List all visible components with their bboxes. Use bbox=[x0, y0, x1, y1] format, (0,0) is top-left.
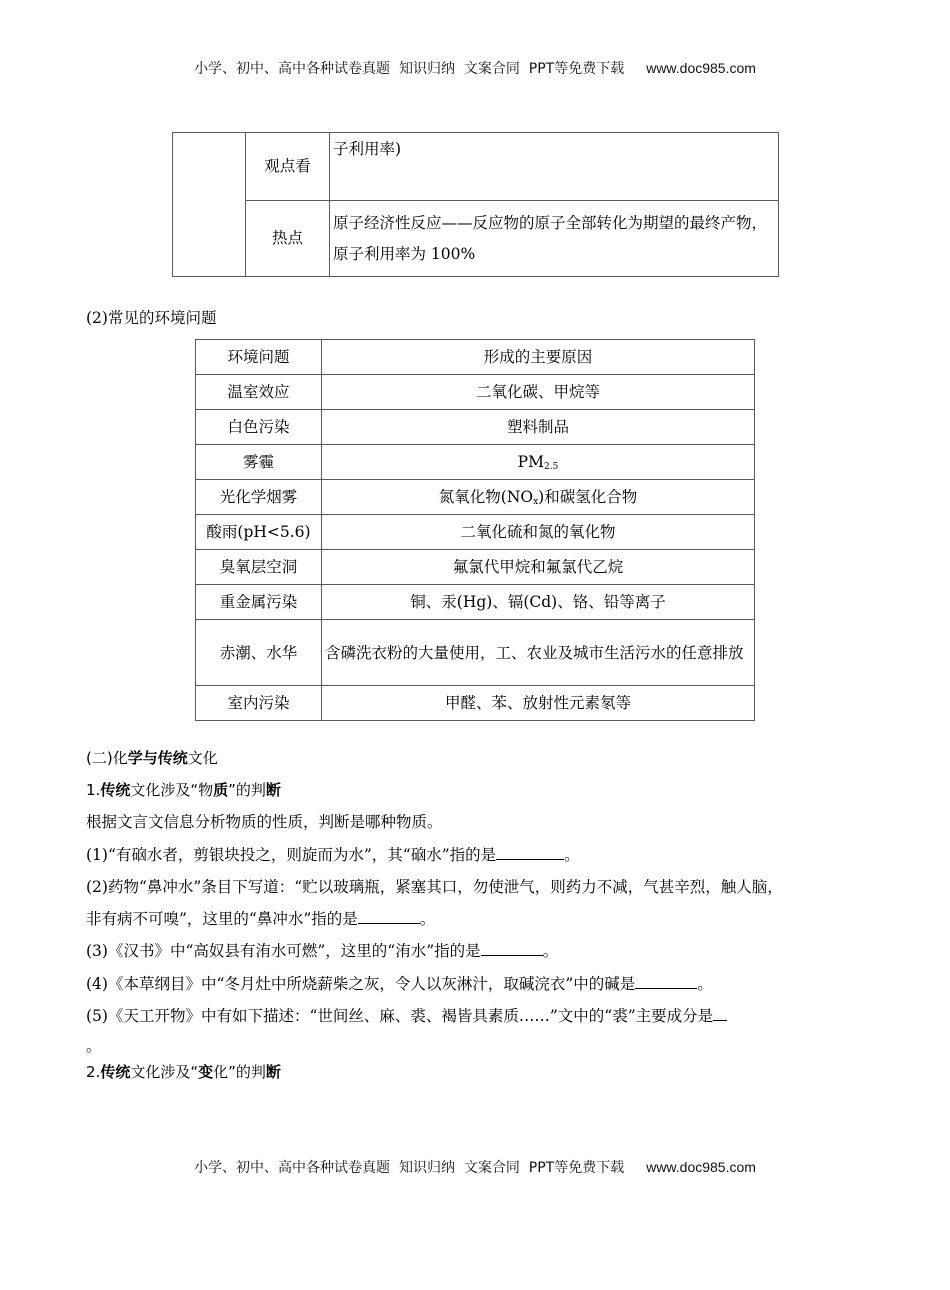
table-row bbox=[196, 375, 755, 410]
title-part-bold: 变 bbox=[198, 1063, 214, 1081]
table-row bbox=[173, 201, 779, 277]
question-end: 。 bbox=[697, 975, 713, 993]
table-row bbox=[196, 445, 755, 480]
table-cell-label: 观点看 bbox=[246, 133, 330, 201]
title-part: 文化 bbox=[187, 749, 218, 767]
question-text: 非有病不可嗅”，这里的“鼻冲水”指的是 bbox=[86, 910, 358, 928]
title-part-bold: 断 bbox=[265, 781, 281, 799]
cause-subscript: x bbox=[533, 497, 539, 507]
subsection-number: 1. bbox=[86, 781, 101, 799]
title-part: (二)化 bbox=[86, 749, 128, 767]
question-5-end: 。 bbox=[86, 1037, 102, 1055]
subsection-number: 2. bbox=[86, 1063, 101, 1081]
title-part: 文化涉及“物 bbox=[130, 781, 214, 799]
cell-issue: 室内污染 bbox=[196, 686, 322, 721]
title-part: 文化涉及“ bbox=[130, 1063, 199, 1081]
table-row bbox=[196, 515, 755, 550]
question-end: 。 bbox=[419, 910, 436, 928]
table-header-row bbox=[196, 340, 755, 375]
question-end: 。 bbox=[542, 942, 559, 960]
table-row bbox=[196, 686, 755, 721]
title-part-bold: 学与传统 bbox=[127, 749, 188, 767]
table-row bbox=[196, 480, 755, 515]
cell-cause bbox=[322, 480, 755, 515]
table-row bbox=[196, 585, 755, 620]
question-text: (1)“有硇水者，剪银块投之，则旋而为水”，其“硇水”指的是 bbox=[86, 846, 497, 864]
question-text: (3)《汉书》中“高奴县有洧水可燃”，这里的“洧水”指的是 bbox=[86, 942, 481, 960]
question-5 bbox=[86, 1006, 727, 1026]
title-part-bold: 质 bbox=[213, 781, 229, 799]
table-cell-label: 热点 bbox=[246, 201, 330, 277]
question-2-line1: (2)药物“鼻冲水”条目下写道：“贮以玻璃瓶，紧塞其口，勿使泄气，则药力不减，气甚辛烈，触人脑， bbox=[86, 878, 783, 896]
title-part-bold: 传统 bbox=[100, 781, 131, 799]
header-cause: 形成的主要原因 bbox=[322, 340, 755, 375]
question-end: 。 bbox=[564, 846, 580, 864]
title-part: 化”的判 bbox=[213, 1063, 266, 1081]
question-4 bbox=[86, 974, 713, 994]
title-part-bold: 断 bbox=[265, 1063, 281, 1081]
cell-issue: 赤潮、水华 bbox=[196, 620, 322, 686]
cell-issue: 雾霾 bbox=[196, 445, 322, 480]
footer-url: www.doc985.com bbox=[646, 1159, 756, 1175]
cause-pre: 氮氧化物(NO bbox=[438, 488, 534, 506]
table-row bbox=[173, 133, 779, 201]
question-3 bbox=[86, 941, 558, 961]
cell-cause: 铜、汞(Hg)、镉(Cd)、铬、铅等离子 bbox=[322, 585, 755, 620]
question-text: (5)《天工开物》中有如下描述：“世间丝、麻、裘、褐皆具素质……”文中的“裘”主要成分是 bbox=[86, 1007, 714, 1025]
header-text: 小学、初中、高中各种试卷真题 知识归纳 文案合同 PPT等免费下载 bbox=[194, 61, 625, 77]
question-text: (4)《本草纲目》中“冬月灶中所烧薪柴之灰，令人以灰淋汁，取碱浣衣”中的碱是 bbox=[86, 975, 636, 993]
cell-issue: 酸雨(pH<5.6) bbox=[196, 515, 322, 550]
table-row bbox=[196, 550, 755, 585]
title-part: ”的判 bbox=[228, 781, 266, 799]
table-cell-content: 子利用率) bbox=[330, 133, 779, 201]
cause-main: PM bbox=[517, 453, 544, 471]
section-title-culture bbox=[86, 748, 218, 768]
cell-issue: 重金属污染 bbox=[196, 585, 322, 620]
cell-cause: 含磷洗衣粉的大量使用，工、农业及城市生活污水的任意排放 bbox=[322, 620, 755, 686]
question-1 bbox=[86, 845, 580, 865]
cell-cause: 二氧化碳、甲烷等 bbox=[322, 375, 755, 410]
intro-text: 根据文言文信息分析物质的性质，判断是哪种物质。 bbox=[86, 813, 443, 831]
table-cell-empty bbox=[173, 133, 246, 277]
header-issue: 环境问题 bbox=[196, 340, 322, 375]
cause-subscript: 2.5 bbox=[543, 462, 559, 472]
section-title-env: (2)常见的环境问题 bbox=[86, 309, 217, 327]
title-part-bold: 传统 bbox=[100, 1063, 131, 1081]
table-cell-content: 原子经济性反应——反应物的原子全部转化为期望的最终产物，原子利用率为 100% bbox=[330, 201, 779, 277]
subsection-2-title bbox=[86, 1062, 281, 1082]
cell-issue: 白色污染 bbox=[196, 410, 322, 445]
cell-cause: 二氧化硫和氮的氧化物 bbox=[322, 515, 755, 550]
page-header bbox=[0, 58, 950, 78]
cell-cause: 甲醛、苯、放射性元素氡等 bbox=[322, 686, 755, 721]
answer-blank[interactable] bbox=[358, 909, 420, 924]
cell-cause: 氟氯代甲烷和氟氯代乙烷 bbox=[322, 550, 755, 585]
cell-issue: 温室效应 bbox=[196, 375, 322, 410]
footer-text: 小学、初中、高中各种试卷真题 知识归纳 文案合同 PPT等免费下载 bbox=[194, 1160, 625, 1176]
cell-cause: 塑料制品 bbox=[322, 410, 755, 445]
answer-blank[interactable] bbox=[496, 845, 564, 860]
subsection-1-title bbox=[86, 780, 281, 800]
cell-issue: 臭氧层空洞 bbox=[196, 550, 322, 585]
answer-blank[interactable] bbox=[481, 941, 543, 956]
answer-blank[interactable] bbox=[713, 1006, 727, 1021]
question-2-line2 bbox=[86, 909, 435, 929]
environment-table bbox=[195, 339, 755, 721]
cell-cause bbox=[322, 445, 755, 480]
header-url: www.doc985.com bbox=[646, 60, 756, 76]
cause-post: )和碳氢化合物 bbox=[538, 488, 638, 506]
table-row bbox=[196, 620, 755, 686]
page-footer bbox=[0, 1157, 950, 1177]
table-row bbox=[196, 410, 755, 445]
table-continued bbox=[172, 132, 779, 277]
cell-issue: 光化学烟雾 bbox=[196, 480, 322, 515]
answer-blank[interactable] bbox=[635, 974, 697, 989]
